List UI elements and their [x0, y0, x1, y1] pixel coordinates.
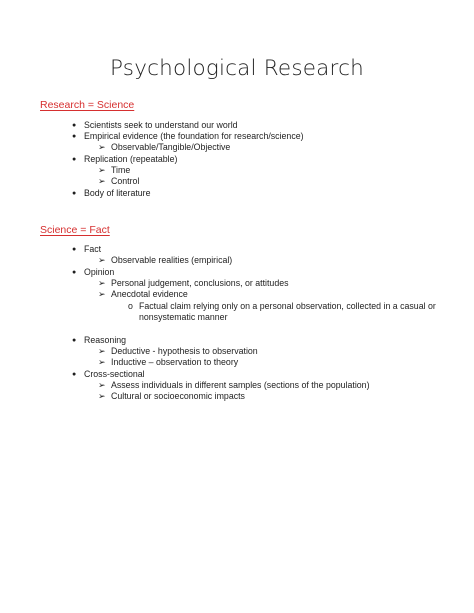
list-item: Observable/Tangible/Objective [111, 142, 231, 152]
bullet-marker: ● [72, 246, 77, 253]
list-item: Control [111, 176, 140, 186]
arrow-marker: ➢ [98, 142, 106, 152]
section-heading-research-science: Research = Science [40, 99, 135, 111]
arrow-marker: ➢ [98, 346, 106, 356]
list-item-continuation: nonsystematic manner [139, 312, 228, 322]
list-item: Anecdotal evidence [111, 289, 188, 299]
list-item: Cross-sectional [84, 369, 145, 379]
circle-marker: o [128, 301, 133, 311]
bullet-marker: ● [72, 190, 77, 197]
list-item: Factual claim relying only on a personal observation, collected in a casual or [139, 301, 436, 311]
list-item: Deductive - hypothesis to observation [111, 346, 258, 356]
arrow-marker: ➢ [98, 357, 106, 367]
bullet-marker: ● [72, 133, 77, 140]
bullet-marker: ● [72, 337, 77, 344]
bullet-marker: ● [72, 269, 77, 276]
arrow-marker: ➢ [98, 391, 106, 401]
arrow-marker: ➢ [98, 255, 106, 265]
bullet-marker: ● [72, 371, 77, 378]
list-item: Fact [84, 244, 102, 254]
list-item: Assess individuals in different samples (sections of the population) [111, 380, 370, 390]
section-heading-science-fact: Science = Fact [40, 224, 110, 236]
list-item: Observable realities (empirical) [111, 255, 233, 265]
list-item: Scientists seek to understand our world [84, 120, 238, 130]
list-item: Personal judgement, conclusions, or attitudes [111, 278, 289, 288]
list-item: Empirical evidence (the foundation for research/science) [84, 131, 304, 141]
arrow-marker: ➢ [98, 176, 106, 186]
list-item: Body of literature [84, 188, 151, 198]
list-item: Replication (repeatable) [84, 154, 178, 164]
arrow-marker: ➢ [98, 165, 106, 175]
list-item: Opinion [84, 267, 115, 277]
list-item: Cultural or socioeconomic impacts [111, 391, 245, 401]
list-item: Inductive – observation to theory [111, 357, 239, 367]
list-item: Reasoning [84, 335, 127, 345]
bullet-marker: ● [72, 156, 77, 163]
arrow-marker: ➢ [98, 380, 106, 390]
bullet-marker: ● [72, 122, 77, 129]
list-item: Time [111, 165, 131, 175]
arrow-marker: ➢ [98, 278, 106, 288]
page-title: Psychological Research [110, 56, 364, 81]
arrow-marker: ➢ [98, 289, 106, 299]
